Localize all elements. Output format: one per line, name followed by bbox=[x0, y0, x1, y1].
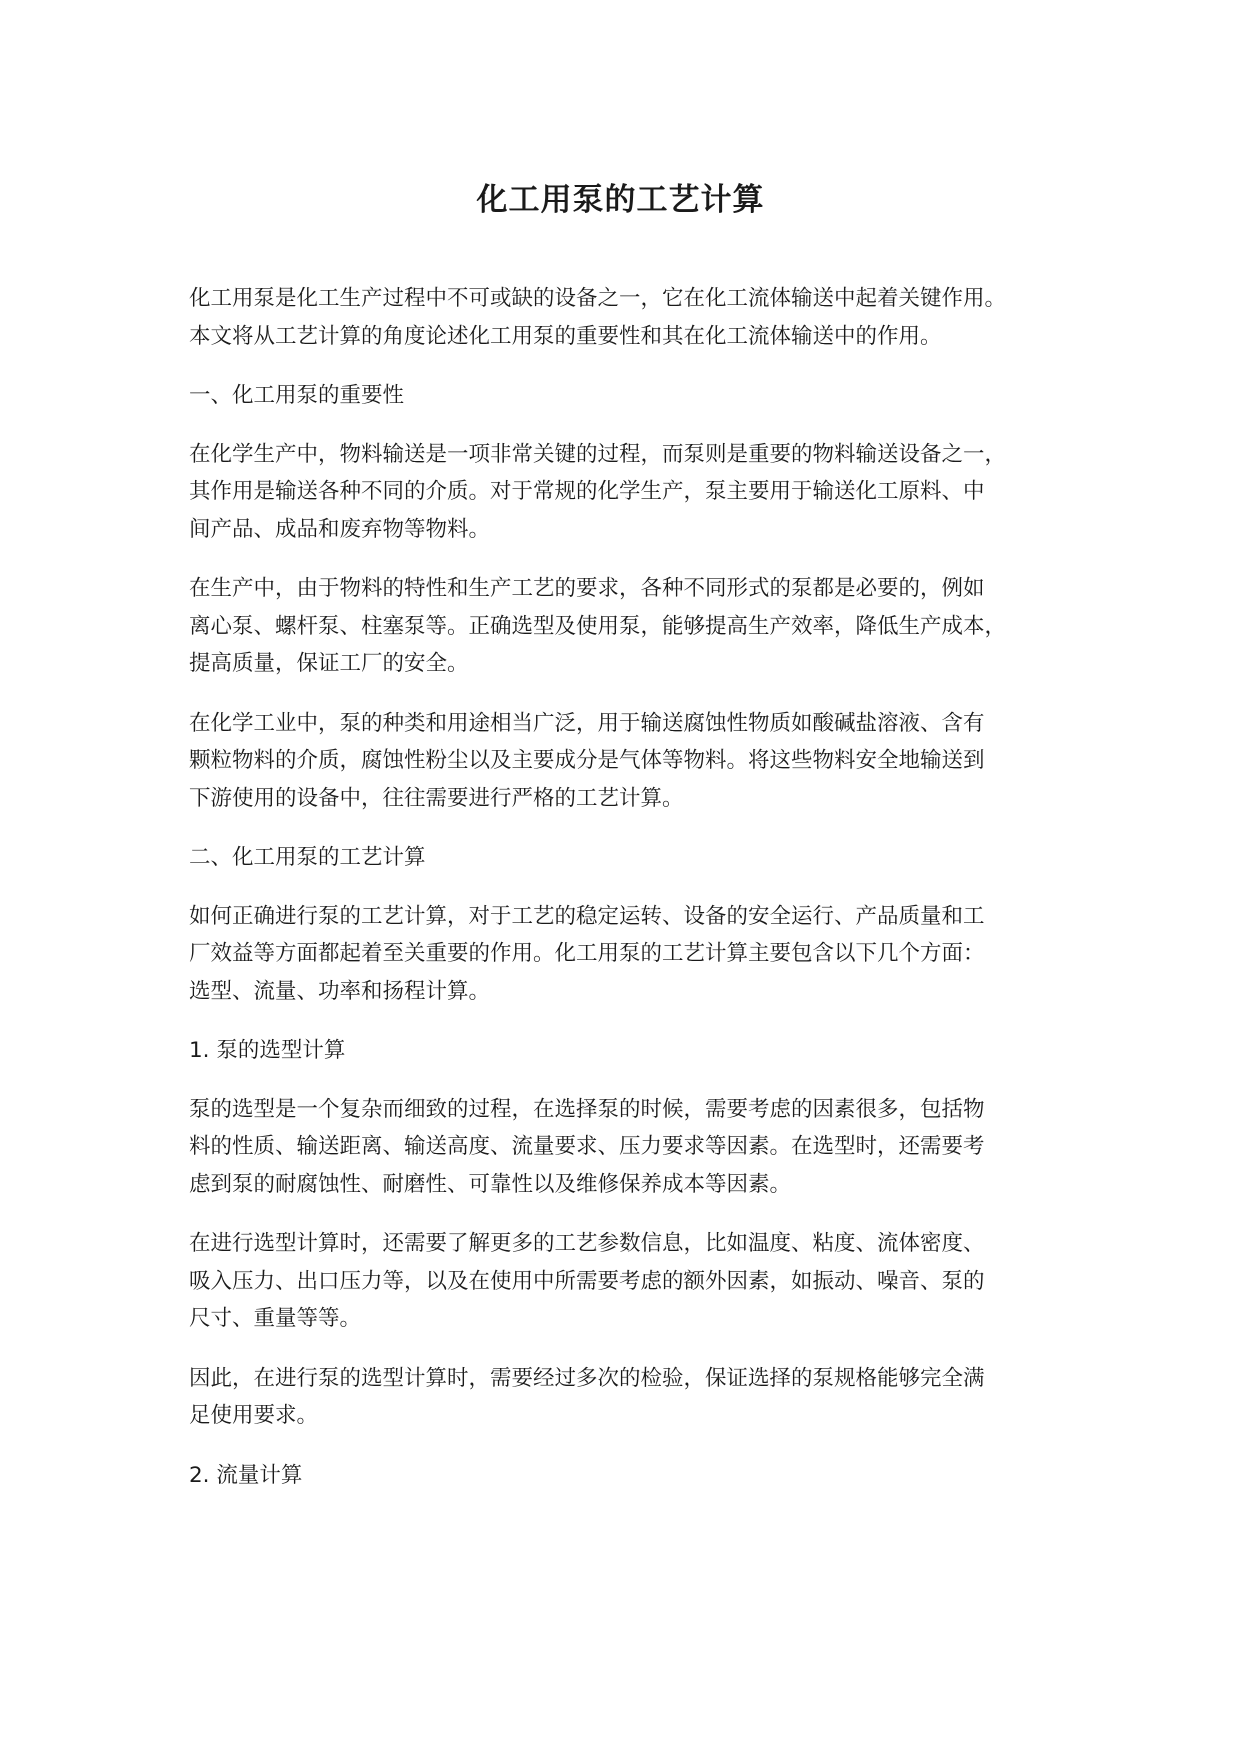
section-heading-calculation: 二、化工用泵的工艺计算 bbox=[189, 845, 426, 870]
intro-paragraph: 化工用泵是化工生产过程中不可或缺的设备之一，它在化工流体输送中起着关键作用。 本文将从工艺计算的角度论述化工用泵的重要性和其在化工流体输送中的作用。 bbox=[189, 286, 1007, 349]
subsection-heading-flow: 2. 流量计算 bbox=[189, 1462, 303, 1488]
document-title: 化工用泵的工艺计算 bbox=[476, 182, 765, 218]
body-paragraph: 在生产中，由于物料的特性和生产工艺的要求，各种不同形式的泵都是必要的，例如 离心泵、螺杆泵、柱塞泵等。正确选型及使用泵，能够提高生产效率，降低生产成本， 提高质量，保证工厂的安全。 bbox=[189, 576, 1007, 676]
body-paragraph: 如何正确进行泵的工艺计算，对于工艺的稳定运转、设备的安全运行、产品质量和工 厂效益等方面都起着至关重要的作用。化工用泵的工艺计算主要包含以下几个方面： 选型、流量、功率和扬程计算。 bbox=[189, 903, 985, 1004]
section-heading-importance: 一、化工用泵的重要性 bbox=[189, 383, 405, 408]
subsection-heading-selection: 1. 泵的选型计算 bbox=[189, 1038, 346, 1063]
body-paragraph: 在化学生产中，物料输送是一项非常关键的过程，而泵则是重要的物料输送设备之一， 其作用是输送各种不同的介质。对于常规的化学生产，泵主要用于输送化工原料、中 间产品、成品和废弃物等物料。 bbox=[189, 441, 1007, 542]
body-paragraph: 因此，在进行泵的选型计算时，需要经过多次的检验，保证选择的泵规格能够完全满 足使用要求。 bbox=[189, 1365, 985, 1428]
body-paragraph: 泵的选型是一个复杂而细致的过程，在选择泵的时候，需要考虑的因素很多，包括物 料的性质、输送距离、输送高度、流量要求、压力要求等因素。在选型时，还需要考 虑到泵的耐腐蚀性、耐磨性、可靠性以及维修保养成本等因素。 bbox=[189, 1096, 985, 1197]
document-body bbox=[189, 280, 1069, 1515]
body-paragraph: 在化学工业中，泵的种类和用途相当广泛，用于输送腐蚀性物质如酸碱盐溶液、含有 颗粒物料的介质，腐蚀性粉尘以及主要成分是气体等物料。将这些物料安全地输送到 下游使用的设备中，往往需要进行严格的工艺计算。 bbox=[189, 710, 985, 811]
body-paragraph: 在进行选型计算时，还需要了解更多的工艺参数信息，比如温度、粘度、流体密度、 吸入压力、出口压力等，以及在使用中所需要考虑的额外因素，如振动、噪音、泵的 尺寸、重量等等。 bbox=[189, 1231, 985, 1331]
